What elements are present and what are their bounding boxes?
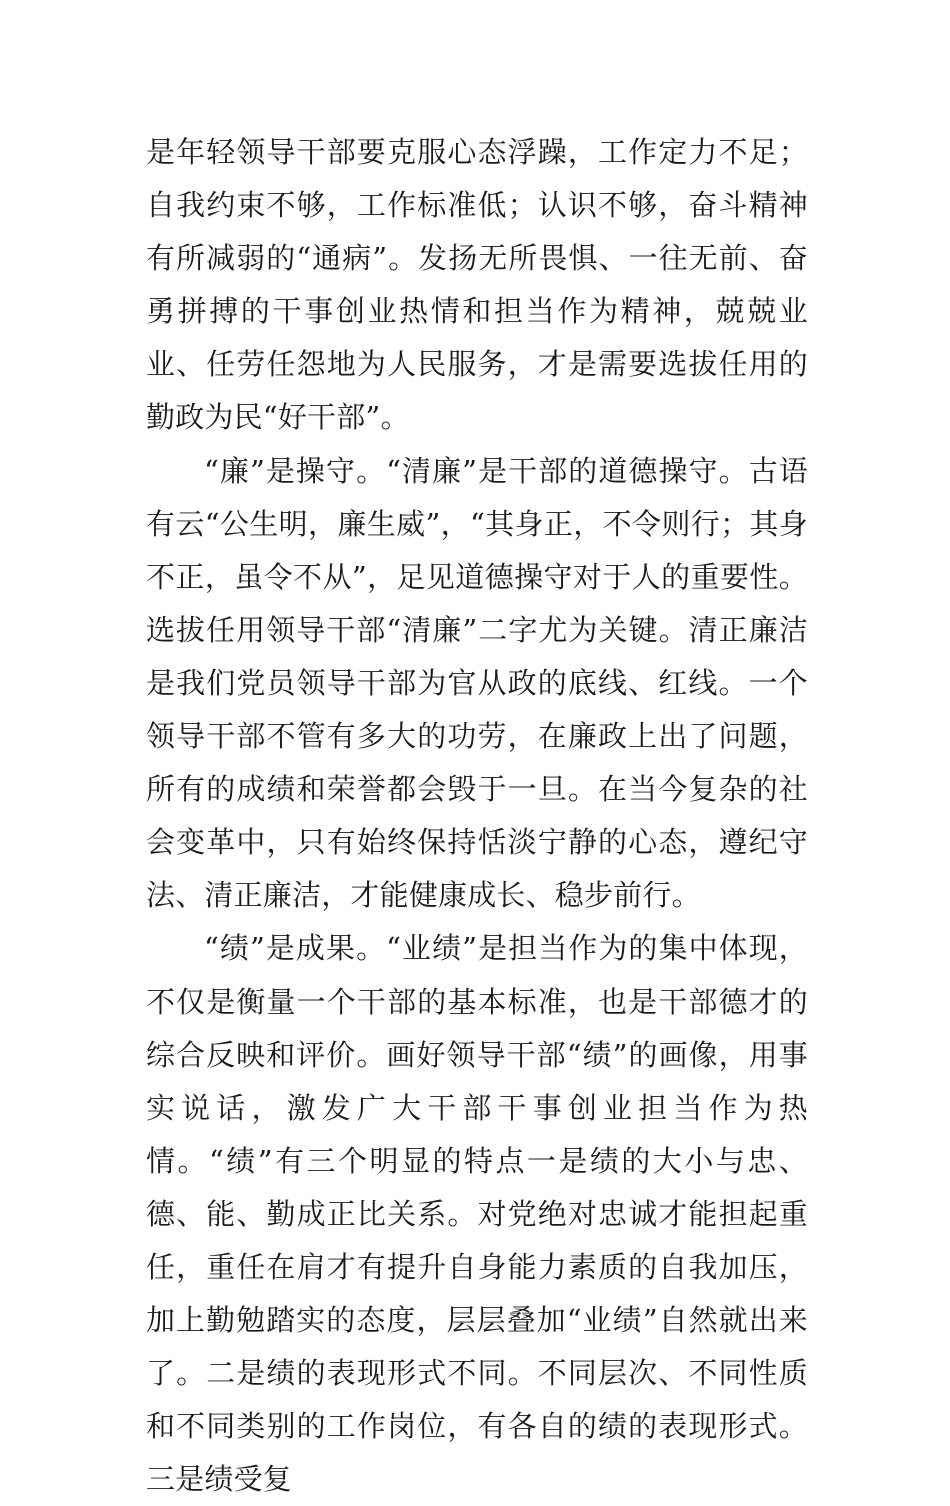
- paragraph-2: “廉”是操守。“清廉”是干部的道德操守。古语有云“公生明，廉生威”，“其身正，不令则行；其身不正，虽令不从”，足见道德操守对于人的重要性。选拔任用领导干部“清廉”二字尤为关键。清正廉洁是我们党员领导干部为官从政的底线、红线。一个领导干部不管有多大的功劳，在廉政上出了问题，所有的成绩和荣誉都会毁于一旦。在当今复杂的社会变革中，只有始终保持恬淡宁静的心态，遵纪守法、清正廉洁，才能健康成长、稳步前行。: [146, 453, 808, 913]
- paragraph-1: 是年轻领导干部要克服心态浮躁，工作定力不足；自我约束不够，工作标准低；认识不够，奋斗精神有所减弱的“通病”。发扬无所畏惧、一往无前、奋勇拼搏的干事创业热情和担当作为精神，兢兢业业、任劳任怨地为人民服务，才是需要选拔任用的勤政为民“好干部”。: [146, 135, 808, 435]
- document-page: [146, 126, 808, 1506]
- paragraph-3: “绩”是成果。“业绩”是担当作为的集中体现，不仅是衡量一个干部的基本标准，也是干部德才的综合反映和评价。画好领导干部“绩”的画像，用事实说话，激发广大干部干事创业担当作为热情。“绩”有三个明显的特点一是绩的大小与忠、德、能、勤成正比关系。对党绝对忠诚才能担起重任，重任在肩才有提升自身能力素质的自我加压，加上勤勉踏实的态度，层层叠加“业绩”自然就出来了。二是绩的表现形式不同。不同层次、不同性质和不同类别的工作岗位，有各自的绩的表现形式。三是绩受复: [146, 931, 808, 1497]
